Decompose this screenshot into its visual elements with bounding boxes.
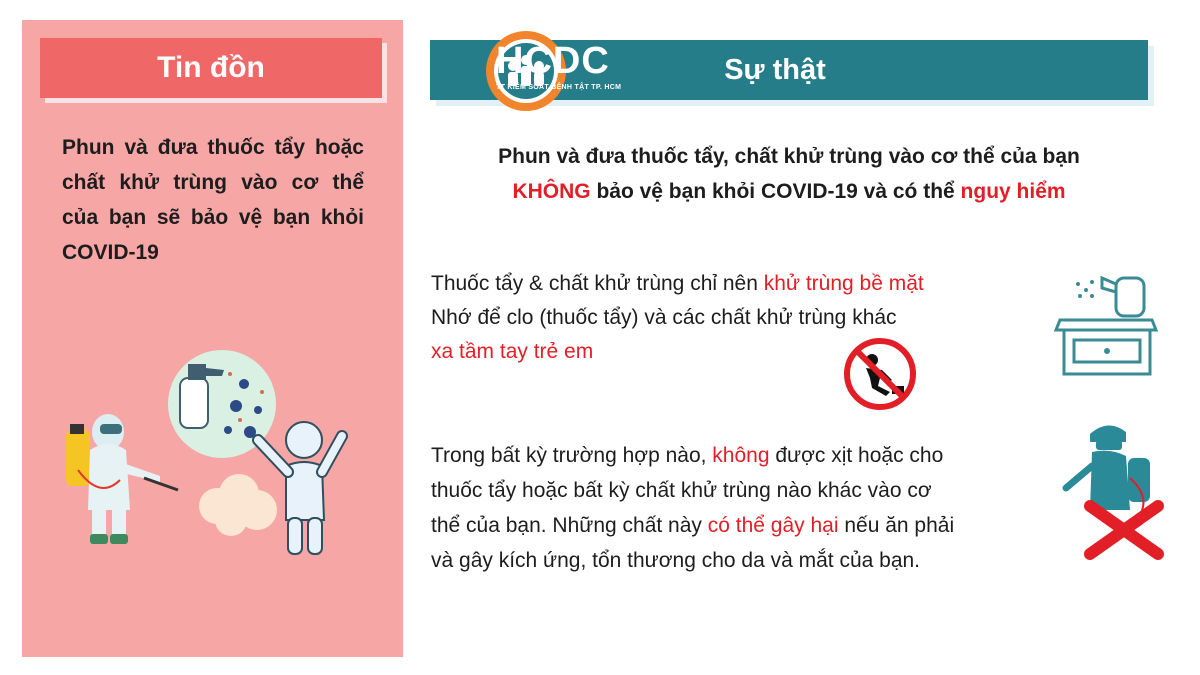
- point2-line-1: [431, 438, 1061, 473]
- logo-title: HCDC: [496, 40, 610, 82]
- truth-headline: [430, 139, 1148, 209]
- child-figure-icon: [246, 410, 346, 560]
- surface-spray-icon: [1052, 266, 1162, 378]
- no-children-icon: [842, 336, 918, 412]
- rumor-panel: [22, 20, 403, 657]
- rumor-tag: Tin đồn: [40, 38, 382, 98]
- truth-point-2: [431, 438, 1061, 578]
- point2-line-2: thuốc tẩy hoặc bất kỳ chất khử trùng nào khác vào cơ: [431, 479, 932, 502]
- point1-line-3: xa tầm tay trẻ em: [431, 340, 594, 363]
- headline-highlight-khong: KHÔNG: [512, 180, 591, 203]
- headline-line-1: Phun và đưa thuốc tẩy, chất khử trùng vào cơ thể của bạn: [498, 145, 1080, 168]
- headline-line-2: [430, 174, 1148, 209]
- logo-subtitle: TT KIỂM SOÁT BỆNH TẬT TP. HCM: [496, 84, 622, 91]
- point2-line-1-a: Trong bất kỳ trường hợp nào,: [431, 444, 713, 467]
- point1-line-2: Nhớ để clo (thuốc tẩy) và các chất khử trùng khác: [431, 306, 897, 329]
- truth-tag: Sự thật: [724, 53, 826, 86]
- headline-highlight-nguy-hiem: nguy hiểm: [960, 180, 1066, 203]
- point2-highlight-khong: không: [712, 444, 770, 467]
- truth-point-1: [431, 267, 1071, 369]
- point2-line-4: và gây kích ứng, tổn thương cho da và mắt của bạn.: [431, 549, 921, 572]
- point2-line-3: [431, 508, 1061, 543]
- point2-line-3-c: nếu ăn phải: [838, 514, 955, 537]
- rumor-text: Phun và đưa thuốc tẩy hoặc chất khử trùng vào cơ thể của bạn sẽ bảo vệ bạn khỏi COVID-19: [62, 136, 364, 264]
- point1-line-1: [431, 267, 1071, 301]
- headline-middle: bảo vệ bạn khỏi COVID-19 và có thể: [590, 180, 961, 203]
- no-spray-person-icon: [1062, 418, 1172, 560]
- person-spraying-icon: [60, 410, 180, 550]
- point2-highlight-harm: có thể gây hại: [707, 514, 839, 537]
- point2-line-1-c: được xịt hoặc cho: [769, 444, 944, 467]
- point2-line-3-a: thể của bạn. Những chất này: [431, 514, 708, 537]
- point1-highlight: khử trùng bề mặt: [763, 272, 924, 295]
- point1-line-1-a: Thuốc tẩy & chất khử trùng chỉ nên: [431, 272, 764, 295]
